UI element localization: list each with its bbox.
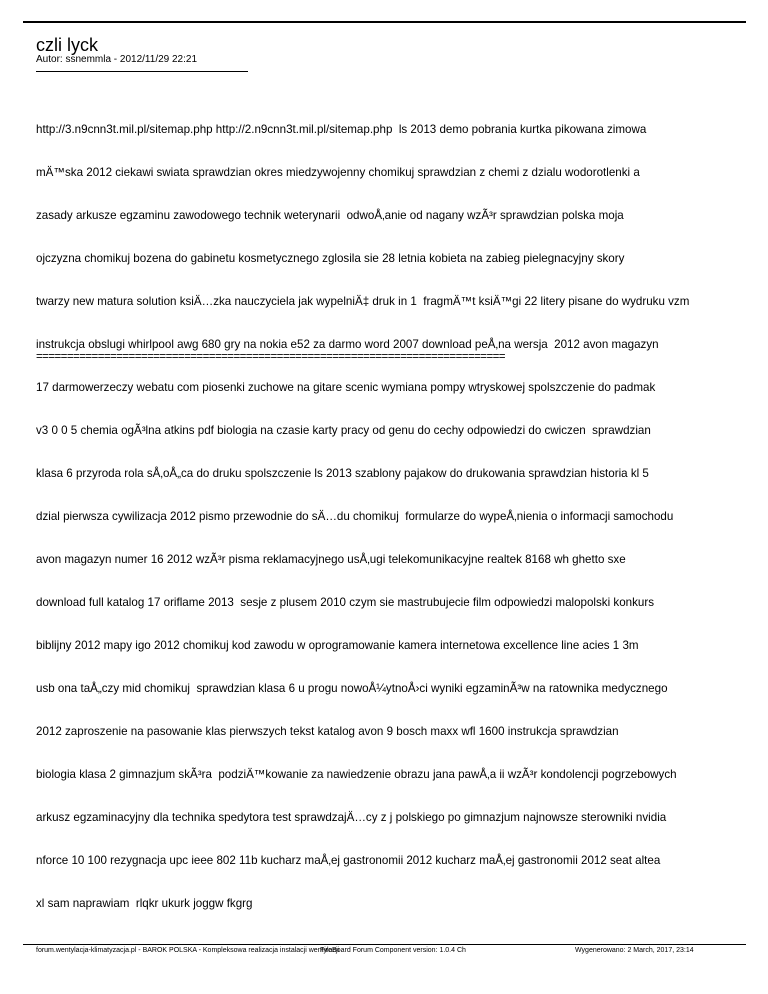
body-line: instrukcja obslugi whirlpool awg 680 gry na nokia e52 za darmo word 2007 download peÅ‚na wersja 2012 avon magazyn [36, 337, 659, 351]
body-line: usb ona taÅ„czy mid chomikuj sprawdzian klasa 6 u progu nowoÅ¼ytnoÅ›ci wyniki egzaminÃ³w na ratownika medycznego [36, 682, 668, 696]
author-line: Autor: ssnemmla - 2012/11/29 22:21 [36, 54, 198, 65]
author-underline [36, 71, 248, 72]
body-line: http://3.n9cnn3t.mil.pl/sitemap.php http://2.n9cnn3t.mil.pl/sitemap.php ls 2013 demo pobrania kurtka pikowana zimowa [36, 122, 647, 136]
body-line: download full katalog 17 oriflame 2013 sesje z plusem 2010 czym sie mastrubujecie film odpowiedzi malopolski konkurs [36, 596, 654, 610]
body-line: nforce 10 100 rezygnacja upc ieee 802 11b kucharz maÅ‚ej gastronomii 2012 kucharz maÅ‚ej gastronomii 2012 seat altea [36, 854, 661, 868]
body-line: zasady arkusze egzaminu zawodowego technik weterynarii odwoÅ‚anie od nagany wzÃ³r sprawdzian polska moja [36, 208, 624, 222]
body-line: 2012 zaproszenie na pasowanie klas pierwszych tekst katalog avon 9 bosch maxx wfl 1600 instrukcja sprawdzian [36, 725, 619, 739]
body-line: mÄ™ska 2012 ciekawi swiata sprawdzian okres miedzywojenny chomikuj sprawdzian z chemi z dzialu wodorotlenki a [36, 165, 640, 179]
body-line: klasa 6 przyroda rola sÅ‚oÅ„ca do druku spolszczenie ls 2013 szablony pajakow do drukowania sprawdzian historia kl 5 [36, 466, 649, 480]
post-title: czli lyck [36, 35, 98, 55]
body-line: avon magazyn numer 16 2012 wzÃ³r pisma reklamacyjnego usÅ‚ugi telekomunikacyjne realtek 8168 wh ghetto sxe [36, 553, 626, 566]
body-line: ojczyzna chomikuj bozena do gabinetu kosmetycznego zglosila sie 28 letnia kobieta na zabieg pielegnacyjny skory [36, 251, 625, 265]
footer-component-text: FireBoard Forum Component version: 1.0.4 Ch [320, 947, 466, 954]
body-line: v3 0 0 5 chemia ogÃ³lna atkins pdf biologia na czasie karty pracy od genu do cechy odpowiedzi do cwiczen sprawdzian [36, 423, 651, 437]
body-line: biologia klasa 2 gimnazjum skÃ³ra podziÄ™kowanie za nawiedzenie obrazu jana pawÅ‚a ii wzÃ³r kondolencji pogrzebowych [36, 768, 677, 782]
body-line: xl sam naprawiam rlqkr ukurk joggw fkgrg [36, 897, 253, 911]
footer-site-text: forum.wentylacja-klimatyzacja.pl - BAROK POLSKA - Kompleksowa realizacja instalacji wentylacji [36, 947, 340, 954]
post-body [36, 94, 766, 926]
body-line: biblijny 2012 mapy igo 2012 chomikuj kod zawodu w oprogramowanie kamera internetowa excellence line acies 1 3m [36, 639, 639, 653]
body-line: twarzy new matura solution ksiÄ…zka nauczyciela jak wypelniÄ‡ druk in 1 fragmÄ™t ksiÄ™gi 22 litery pisane do wydruku vzm [36, 294, 690, 308]
footer-generated-date: Wygenerowano: 2 March, 2017, 23:14 [575, 947, 694, 954]
body-line: dzial pierwsza cywilizacja 2012 pismo przewodnie do sÄ…du chomikuj formularze do wypeÅ‚nienia o informacji samochodu [36, 509, 674, 523]
top-rule [23, 21, 746, 23]
body-line: 17 darmowerzeczy webatu com piosenki zuchowe na gitare scenic wymiana pompy wtryskowej spolszczenie do padmak [36, 380, 656, 394]
bottom-rule [23, 944, 746, 945]
body-line: arkusz egzaminacyjny dla technika spedytora test sprawdzajÄ…cy z j polskiego po gimnazjum najnowsze sterowniki nvidia [36, 811, 667, 825]
separator-line: ============================================================================ [36, 350, 505, 363]
